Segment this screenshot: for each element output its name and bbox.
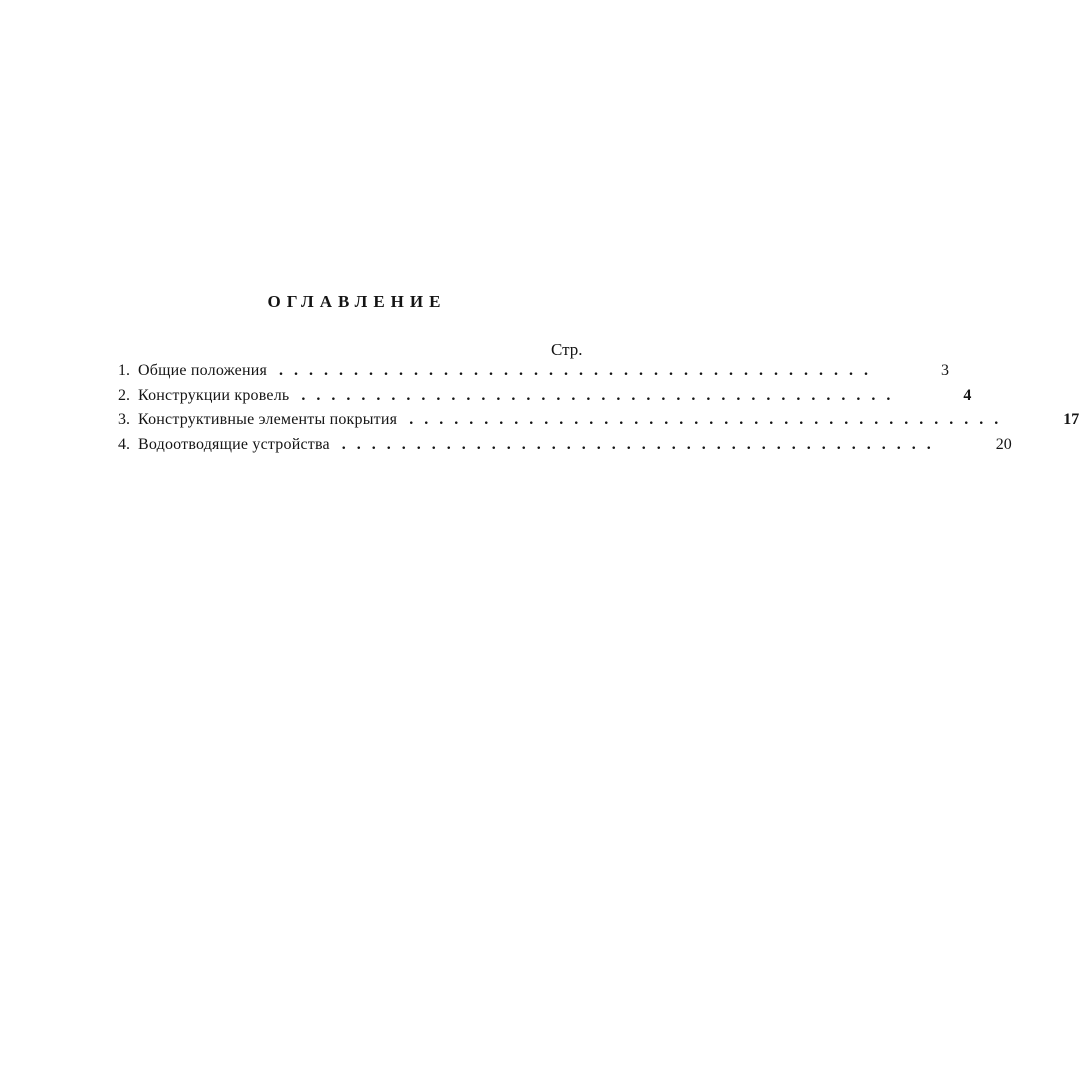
toc-entry-number: 1. bbox=[118, 362, 130, 379]
toc-entry-page: 20 bbox=[995, 435, 1012, 453]
toc-leader-dots: ........................................ bbox=[279, 362, 880, 379]
page-column-header: Стр. bbox=[551, 340, 583, 359]
toc-entry-page: 17 bbox=[1063, 411, 1079, 428]
toc-entry-title: Конструкции кровель bbox=[138, 386, 290, 404]
toc-entry bbox=[118, 362, 950, 387]
toc-entry-title: Водоотводящие устройства bbox=[138, 435, 330, 453]
toc-title: ОГЛАВЛЕНИЕ bbox=[267, 292, 447, 311]
toc-entry bbox=[118, 435, 1012, 461]
toc-entry-number: 2. bbox=[118, 386, 130, 404]
toc-entry-number: 4. bbox=[118, 435, 130, 453]
toc-entry-number: 3. bbox=[118, 411, 130, 428]
toc-entry-title: Конструктивные элементы покрытия bbox=[138, 411, 398, 428]
toc-list bbox=[118, 362, 1079, 460]
toc-entry-page: 3 bbox=[941, 362, 950, 379]
toc-entry-title: Общие положения bbox=[138, 362, 268, 379]
toc-entry bbox=[118, 411, 1079, 436]
toc-entry-page: 4 bbox=[963, 386, 972, 404]
toc-leader-dots: ........................................ bbox=[341, 435, 942, 453]
toc-leader-dots: ........................................ bbox=[409, 411, 1010, 428]
toc-entry bbox=[118, 386, 972, 412]
toc-leader-dots: ........................................ bbox=[301, 386, 902, 404]
